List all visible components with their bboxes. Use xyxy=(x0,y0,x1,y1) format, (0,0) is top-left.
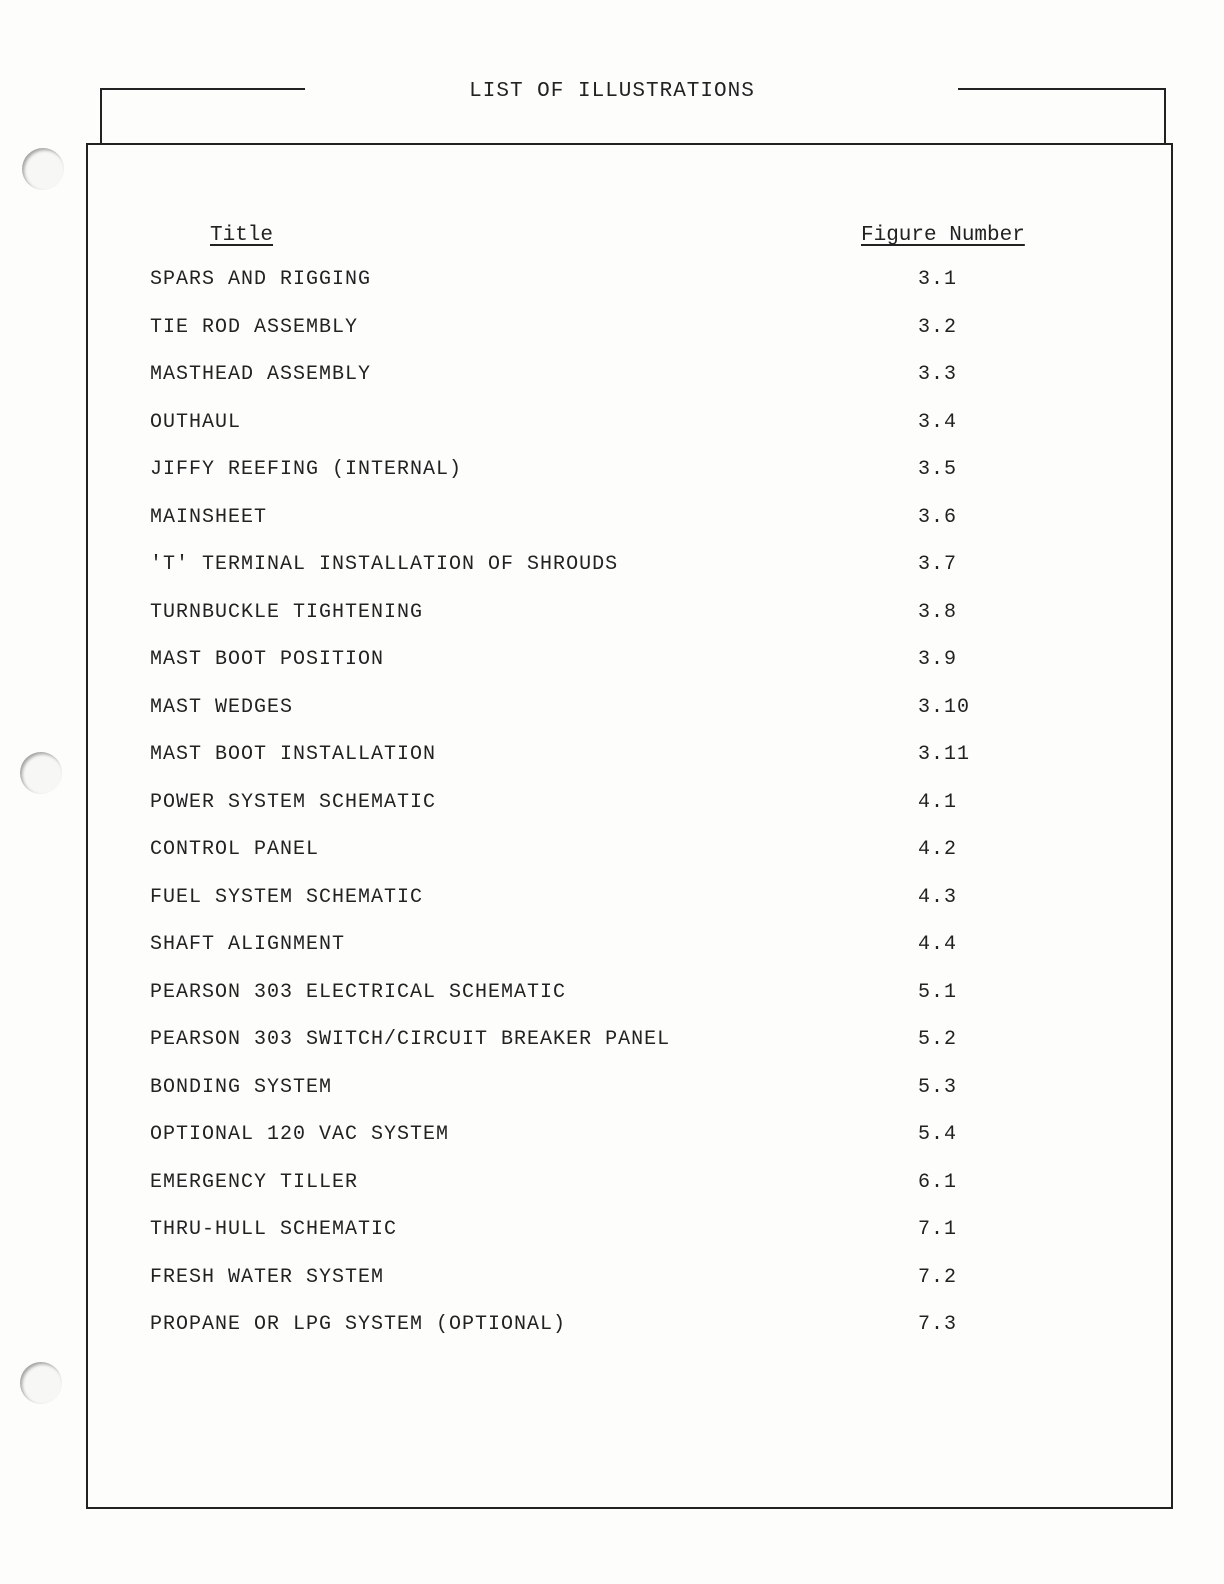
punch-hole-bottom xyxy=(20,1362,62,1404)
illustration-title: TURNBUCKLE TIGHTENING xyxy=(150,600,424,624)
list-item xyxy=(0,1266,1224,1314)
illustration-title: 'T' TERMINAL INSTALLATION OF SHROUDS xyxy=(150,553,619,576)
list-item xyxy=(0,886,1224,934)
illustration-title: OUTHAUL xyxy=(150,410,242,434)
list-item xyxy=(0,458,1224,506)
illustration-title: THRU-HULL SCHEMATIC xyxy=(150,1218,398,1241)
illustration-title: MAST WEDGES xyxy=(150,695,294,719)
list-item xyxy=(0,648,1224,696)
figure-number: 3.4 xyxy=(918,410,958,434)
list-item xyxy=(0,1123,1224,1171)
illustration-title: EMERGENCY TILLER xyxy=(150,1170,359,1194)
punch-hole-top xyxy=(22,148,64,190)
column-header-title: Title xyxy=(210,224,274,247)
figure-number: 3.7 xyxy=(918,553,958,576)
figure-number: 4.4 xyxy=(918,933,958,956)
illustration-title: JIFFY REEFING (INTERNAL) xyxy=(150,458,463,481)
figure-number: 4.1 xyxy=(918,790,958,814)
illustration-title: CONTROL PANEL xyxy=(150,838,320,861)
figure-number: 7.2 xyxy=(918,1265,958,1289)
figure-number: 7.3 xyxy=(918,1313,958,1336)
list-item xyxy=(0,791,1224,839)
illustration-title: POWER SYSTEM SCHEMATIC xyxy=(150,790,437,814)
list-item xyxy=(0,1313,1224,1361)
page-title: LIST OF ILLUSTRATIONS xyxy=(469,80,755,103)
figure-number: 4.3 xyxy=(918,885,958,909)
figure-number: 3.9 xyxy=(918,648,958,671)
illustration-title: BONDING SYSTEM xyxy=(150,1075,333,1099)
figure-number: 3.3 xyxy=(918,363,958,386)
list-item xyxy=(0,696,1224,744)
figure-number: 5.2 xyxy=(918,1028,958,1051)
list-item xyxy=(0,933,1224,981)
illustration-title: SHAFT ALIGNMENT xyxy=(150,933,346,956)
illustration-title: PEARSON 303 SWITCH/CIRCUIT BREAKER PANEL xyxy=(150,1028,671,1051)
illustration-list xyxy=(0,268,1224,1361)
figure-number: 3.5 xyxy=(918,458,958,481)
list-item xyxy=(0,363,1224,411)
figure-number: 5.3 xyxy=(918,1075,958,1099)
figure-number: 3.1 xyxy=(918,268,958,291)
list-item xyxy=(0,553,1224,601)
illustration-title: MAST BOOT POSITION xyxy=(150,648,385,671)
figure-number: 3.10 xyxy=(918,695,971,719)
list-item xyxy=(0,506,1224,554)
list-item xyxy=(0,1218,1224,1266)
list-item xyxy=(0,1171,1224,1219)
illustration-title: PROPANE OR LPG SYSTEM (OPTIONAL) xyxy=(150,1313,567,1336)
figure-number: 3.11 xyxy=(918,743,971,766)
figure-number: 5.1 xyxy=(918,980,958,1004)
illustration-title: MASTHEAD ASSEMBLY xyxy=(150,363,372,386)
list-item xyxy=(0,1028,1224,1076)
list-item xyxy=(0,268,1224,316)
illustration-title: SPARS AND RIGGING xyxy=(150,268,372,291)
figure-number: 3.2 xyxy=(918,315,958,339)
list-item xyxy=(0,1076,1224,1124)
figure-number: 7.1 xyxy=(918,1218,958,1241)
illustration-title: OPTIONAL 120 VAC SYSTEM xyxy=(150,1123,450,1146)
list-item xyxy=(0,743,1224,791)
figure-number: 3.6 xyxy=(918,505,958,529)
illustration-title: FRESH WATER SYSTEM xyxy=(150,1265,385,1289)
list-item xyxy=(0,601,1224,649)
list-item xyxy=(0,981,1224,1029)
list-item xyxy=(0,411,1224,459)
figure-number: 5.4 xyxy=(918,1123,958,1146)
illustration-title: MAINSHEET xyxy=(150,505,268,529)
figure-number: 6.1 xyxy=(918,1170,958,1194)
list-item xyxy=(0,838,1224,886)
illustration-title: MAST BOOT INSTALLATION xyxy=(150,743,437,766)
figure-number: 4.2 xyxy=(918,838,958,861)
illustration-title: TIE ROD ASSEMBLY xyxy=(150,315,359,339)
illustration-title: FUEL SYSTEM SCHEMATIC xyxy=(150,885,424,909)
figure-number: 3.8 xyxy=(918,600,958,624)
list-item xyxy=(0,316,1224,364)
illustration-title: PEARSON 303 ELECTRICAL SCHEMATIC xyxy=(150,980,567,1004)
column-header-figure-number: Figure Number xyxy=(861,224,1025,247)
